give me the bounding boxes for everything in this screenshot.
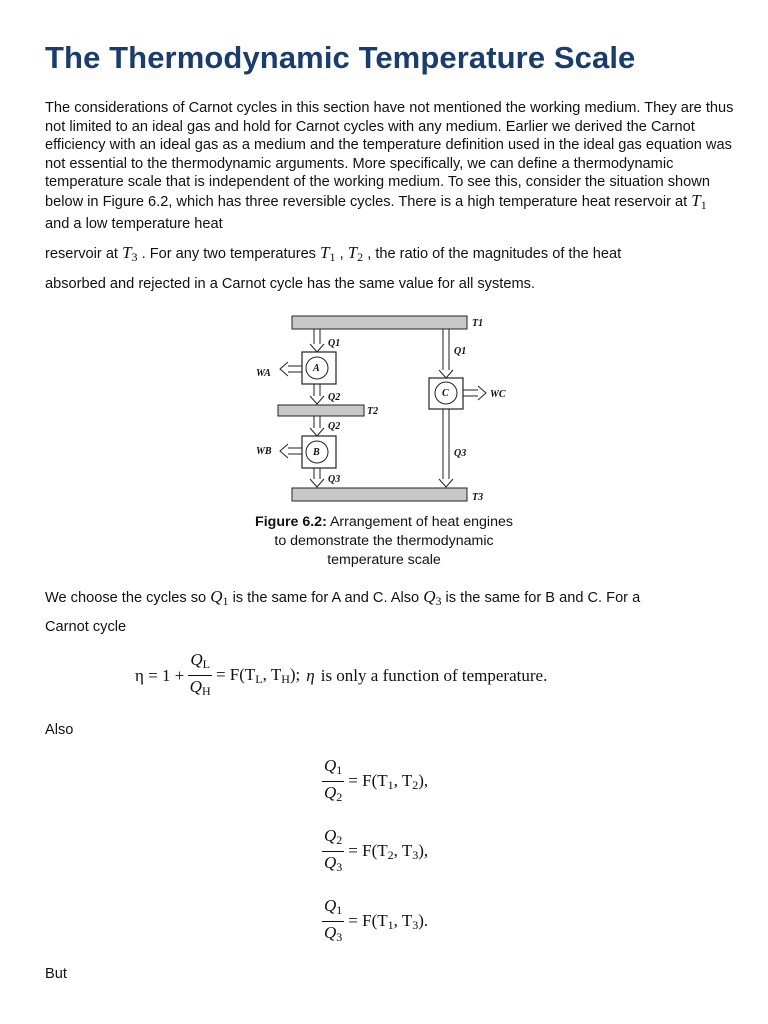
label-t1: T1 xyxy=(472,318,484,329)
caption-text: Arrangement of heat engines to demonstrate the thermodynamic temperature scale xyxy=(274,514,513,568)
symbol-t1: $T_1$ xyxy=(691,190,707,212)
intro-paragraph xyxy=(45,99,735,233)
heat-engine-diagram xyxy=(250,308,520,508)
ratio-equation-2: $\frac{Q2}{Q3}$ = F(T2, T3), xyxy=(324,826,429,874)
reservoir-t3 xyxy=(292,488,467,501)
label-wa: WA xyxy=(256,368,271,379)
efficiency-equation: η = 1 + $\frac{QL}{QH}$ = F(TL, TH); η is only a function of temperature. xyxy=(135,650,548,698)
ratio-equation-3: $\frac{Q1}{Q3}$ = F(T1, T3). xyxy=(324,896,429,944)
ratio-equation-1: $\frac{Q1}{Q2}$ = F(T1, T2), xyxy=(324,756,429,804)
label-q2-bottom: Q2 xyxy=(328,421,341,432)
reservoir-line: reservoir at $T_3$ . For any two temperatures $T_1$ , $T_2$ , the ratio of the magnitudes of the heat xyxy=(45,243,622,264)
symbol-t3: $T_3$ xyxy=(122,243,138,264)
figure-caption xyxy=(254,513,514,570)
reservoir-t1 xyxy=(292,316,467,329)
caption-label: Figure 6.2: xyxy=(255,514,327,530)
label-wb: WB xyxy=(256,446,272,457)
intro-text: The considerations of Carnot cycles in this section have not mentioned the working medium. They are thus not limited to an ideal gas and hold for Carnot cycles with any medium. Earlier we derived the Carnot efficiency with an ideal gas as a medium and the temperature definition used in the ideal gas equation was not essential to the thermodynamic arguments. More specifically, we can define a thermodynamic temperature scale that is independent of the working medium. To see this, consider the situation shown below in Figure 6.2, which has three reversible cycles. There is a high temperature heat reservoir at xyxy=(45,100,734,210)
symbol-q3: $Q_3$ xyxy=(423,587,442,608)
label-q2-top: Q2 xyxy=(328,392,341,403)
ratio-line: absorbed and rejected in a Carnot cycle has the same value for all systems. xyxy=(45,276,535,292)
but-label: But xyxy=(45,966,67,982)
intro-tail: and a low temperature heat xyxy=(45,215,223,232)
label-b: B xyxy=(313,447,320,458)
label-t2: T2 xyxy=(367,406,379,417)
symbol-q1: $Q_1$ xyxy=(210,587,229,608)
label-a: A xyxy=(313,363,320,374)
label-t3: T3 xyxy=(472,492,484,503)
label-q3-left: Q3 xyxy=(328,474,341,485)
carnot-line: Carnot cycle xyxy=(45,619,127,635)
label-q1-right: Q1 xyxy=(454,346,467,357)
label-c: C xyxy=(442,388,449,399)
reservoir-t2 xyxy=(278,405,364,416)
label-q3-right: Q3 xyxy=(454,448,467,459)
symbol-t1: $T_1$ xyxy=(320,243,336,264)
choose-line: We choose the cycles so $Q_1$ is the same for A and C. Also $Q_3$ is the same for B and C. For a xyxy=(45,587,641,608)
label-q1-left: Q1 xyxy=(328,338,341,349)
label-wc: WC xyxy=(490,389,506,400)
also-label: Also xyxy=(45,722,74,738)
page-title: The Thermodynamic Temperature Scale xyxy=(45,40,636,75)
symbol-t2: $T_2$ xyxy=(347,243,364,264)
